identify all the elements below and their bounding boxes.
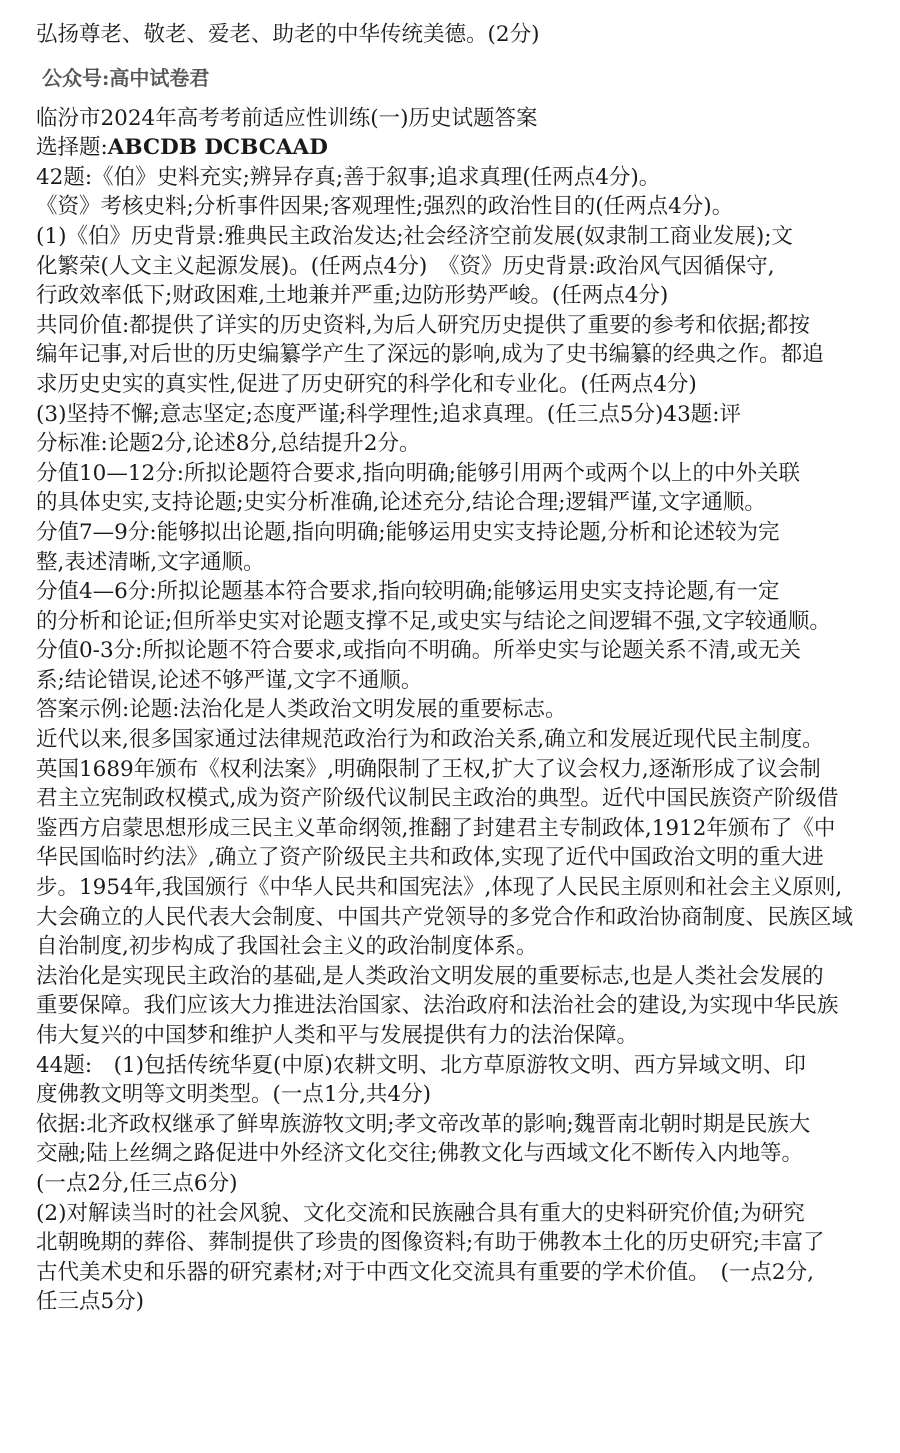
answer-line: 北朝晚期的葬俗、葬制提供了珍贵的图像资料;有助于佛教本土化的历史研究;丰富了	[36, 1230, 825, 1256]
answer-line: 鉴西方启蒙思想形成三民主义革命纲领,推翻了封建君主专制政体,1912年颁布了《中	[36, 815, 836, 841]
answer-line: 分值7—9分:能够拟出论题,指向明确;能够运用史实支持论题,分析和论述较为完	[36, 519, 780, 545]
answer-line: 分值10—12分:所拟论题符合要求,指向明确;能够引用两个或两个以上的中外关联	[36, 460, 801, 486]
answer-line: 42题:《伯》史料充实;辨异存真;善于叙事;追求真理(任两点4分)。	[36, 164, 661, 190]
answer-line: 英国1689年颁布《权利法案》,明确限制了王权,扩大了议会权力,逐渐形成了议会制	[36, 756, 821, 782]
answer-line: 大会确立的人民代表大会制度、中国共产党领导的多党合作和政治协商制度、民族区域	[36, 904, 854, 930]
answer-line: 行政效率低下;财政困难,土地兼并严重;边防形势严峻。(任两点4分)	[36, 283, 669, 309]
answer-line: 步。1954年,我国颁行《中华人民共和国宪法》,体现了人民民主原则和社会主义原则,	[36, 875, 843, 901]
choice-answers: ABCDB DCBCAAD	[107, 135, 328, 161]
answer-line: 交融;陆上丝绸之路促进中外经济文化交往;佛教文化与西域文化不断传入内地等。	[36, 1141, 803, 1167]
choice-label: 选择题:	[36, 135, 108, 161]
answer-line: 度佛教文明等文明类型。(一点1分,共4分)	[36, 1082, 431, 1108]
answer-line: (一点2分,任三点6分)	[36, 1170, 238, 1196]
watermark-label: 公众号:高中试卷君	[42, 65, 210, 90]
answer-line: 的具体史实,支持论题;史实分析准确,论述充分,结论合理;逻辑严谨,文字通顺。	[36, 490, 766, 516]
answer-line: 分值4—6分:所拟论题基本符合要求,指向较明确;能够运用史实支持论题,有一定	[36, 579, 780, 605]
answer-line: 伟大复兴的中国梦和维护人类和平与发展提供有力的法治保障。	[36, 1023, 639, 1048]
answer-line: 44题: (1)包括传统华夏(中原)农耕文明、北方草原游牧文明、西方异域文明、印	[36, 1052, 806, 1078]
answer-line: 近代以来,很多国家通过法律规范政治行为和政治关系,确立和发展近现代民主制度。	[36, 727, 824, 753]
answer-line: 整,表述清晰,文字通顺。	[36, 549, 265, 575]
answer-line: 法治化是实现民主政治的基础,是人类政治文明发展的重要标志,也是人类社会发展的	[36, 963, 824, 989]
answer-line: 系;结论错误,论述不够严谨,文字不通顺。	[36, 667, 423, 693]
answer-line: 君主立宪制政权模式,成为资产阶级代议制民主政治的典型。近代中国民族资产阶级借	[36, 786, 839, 812]
answer-line: 分值0-3分:所拟论题不符合要求,或指向不明确。所举史实与论题关系不清,或无关	[36, 638, 802, 664]
answer-line: 华民国临时约法》,确立了资产阶级民主共和政体,实现了近代中国政治文明的重大进	[36, 845, 824, 871]
answer-line: 的分析和论证;但所举史实对论题支撑不足,或史实与结论之间逻辑不强,文字较通顺。	[36, 608, 831, 634]
answer-line: (1)《伯》历史背景:雅典民主政治发达;社会经济空前发展(奴隶制工商业发展);文	[36, 223, 793, 249]
answer-line: (3)坚持不懈;意志坚定;态度严谨;科学理性;追求真理。(任三点5分)43题:评	[36, 401, 741, 427]
document-title: 临汾市2024年高考考前适应性训练(一)历史试题答案	[36, 105, 538, 131]
answer-line: 答案示例:论题:法治化是人类政治文明发展的重要标志。	[36, 697, 567, 723]
answer-line: 化繁荣(人文主义起源发展)。(任两点4分) 《资》历史背景:政治风气因循保守,	[36, 253, 775, 279]
answer-line: 任三点5分)	[36, 1289, 145, 1315]
answer-line: 求历史史实的真实性,促进了历史研究的科学化和专业化。(任两点4分)	[36, 371, 697, 397]
answer-line: 依据:北齐政权继承了鲜卑族游牧文明;孝文帝改革的影响;魏晋南北朝时期是民族大	[36, 1111, 811, 1137]
answer-body	[36, 163, 870, 1317]
answer-line: 《资》考核史料;分析事件因果;客观理性;强烈的政治性目的(任两点4分)。	[36, 194, 734, 220]
answer-line: 共同价值:都提供了详实的历史资料,为后人研究历史提供了重要的参考和依据;都按	[36, 312, 810, 338]
answer-line: 编年记事,对后世的历史编纂学产生了深远的影响,成为了史书编纂的经典之作。都追	[36, 342, 824, 368]
answer-line: 分标准:论题2分,论述8分,总结提升2分。	[36, 431, 421, 457]
intro-line: 弘扬尊老、敬老、爱老、助老的中华传统美德。(2分)	[36, 22, 540, 47]
answer-line: (2)对解读当时的社会风貌、文化交流和民族融合具有重大的史料研究价值;为研究	[36, 1200, 805, 1226]
answer-line: 重要保障。我们应该大力推进法治国家、法治政府和法治社会的建设,为实现中华民族	[36, 993, 839, 1019]
answer-line: 自治制度,初步构成了我国社会主义的政治制度体系。	[36, 934, 538, 960]
answer-line: 古代美术史和乐器的研究素材;对于中西文化交流具有重要的学术价值。 (一点2分,	[36, 1259, 814, 1285]
choice-answers-line	[36, 133, 870, 163]
